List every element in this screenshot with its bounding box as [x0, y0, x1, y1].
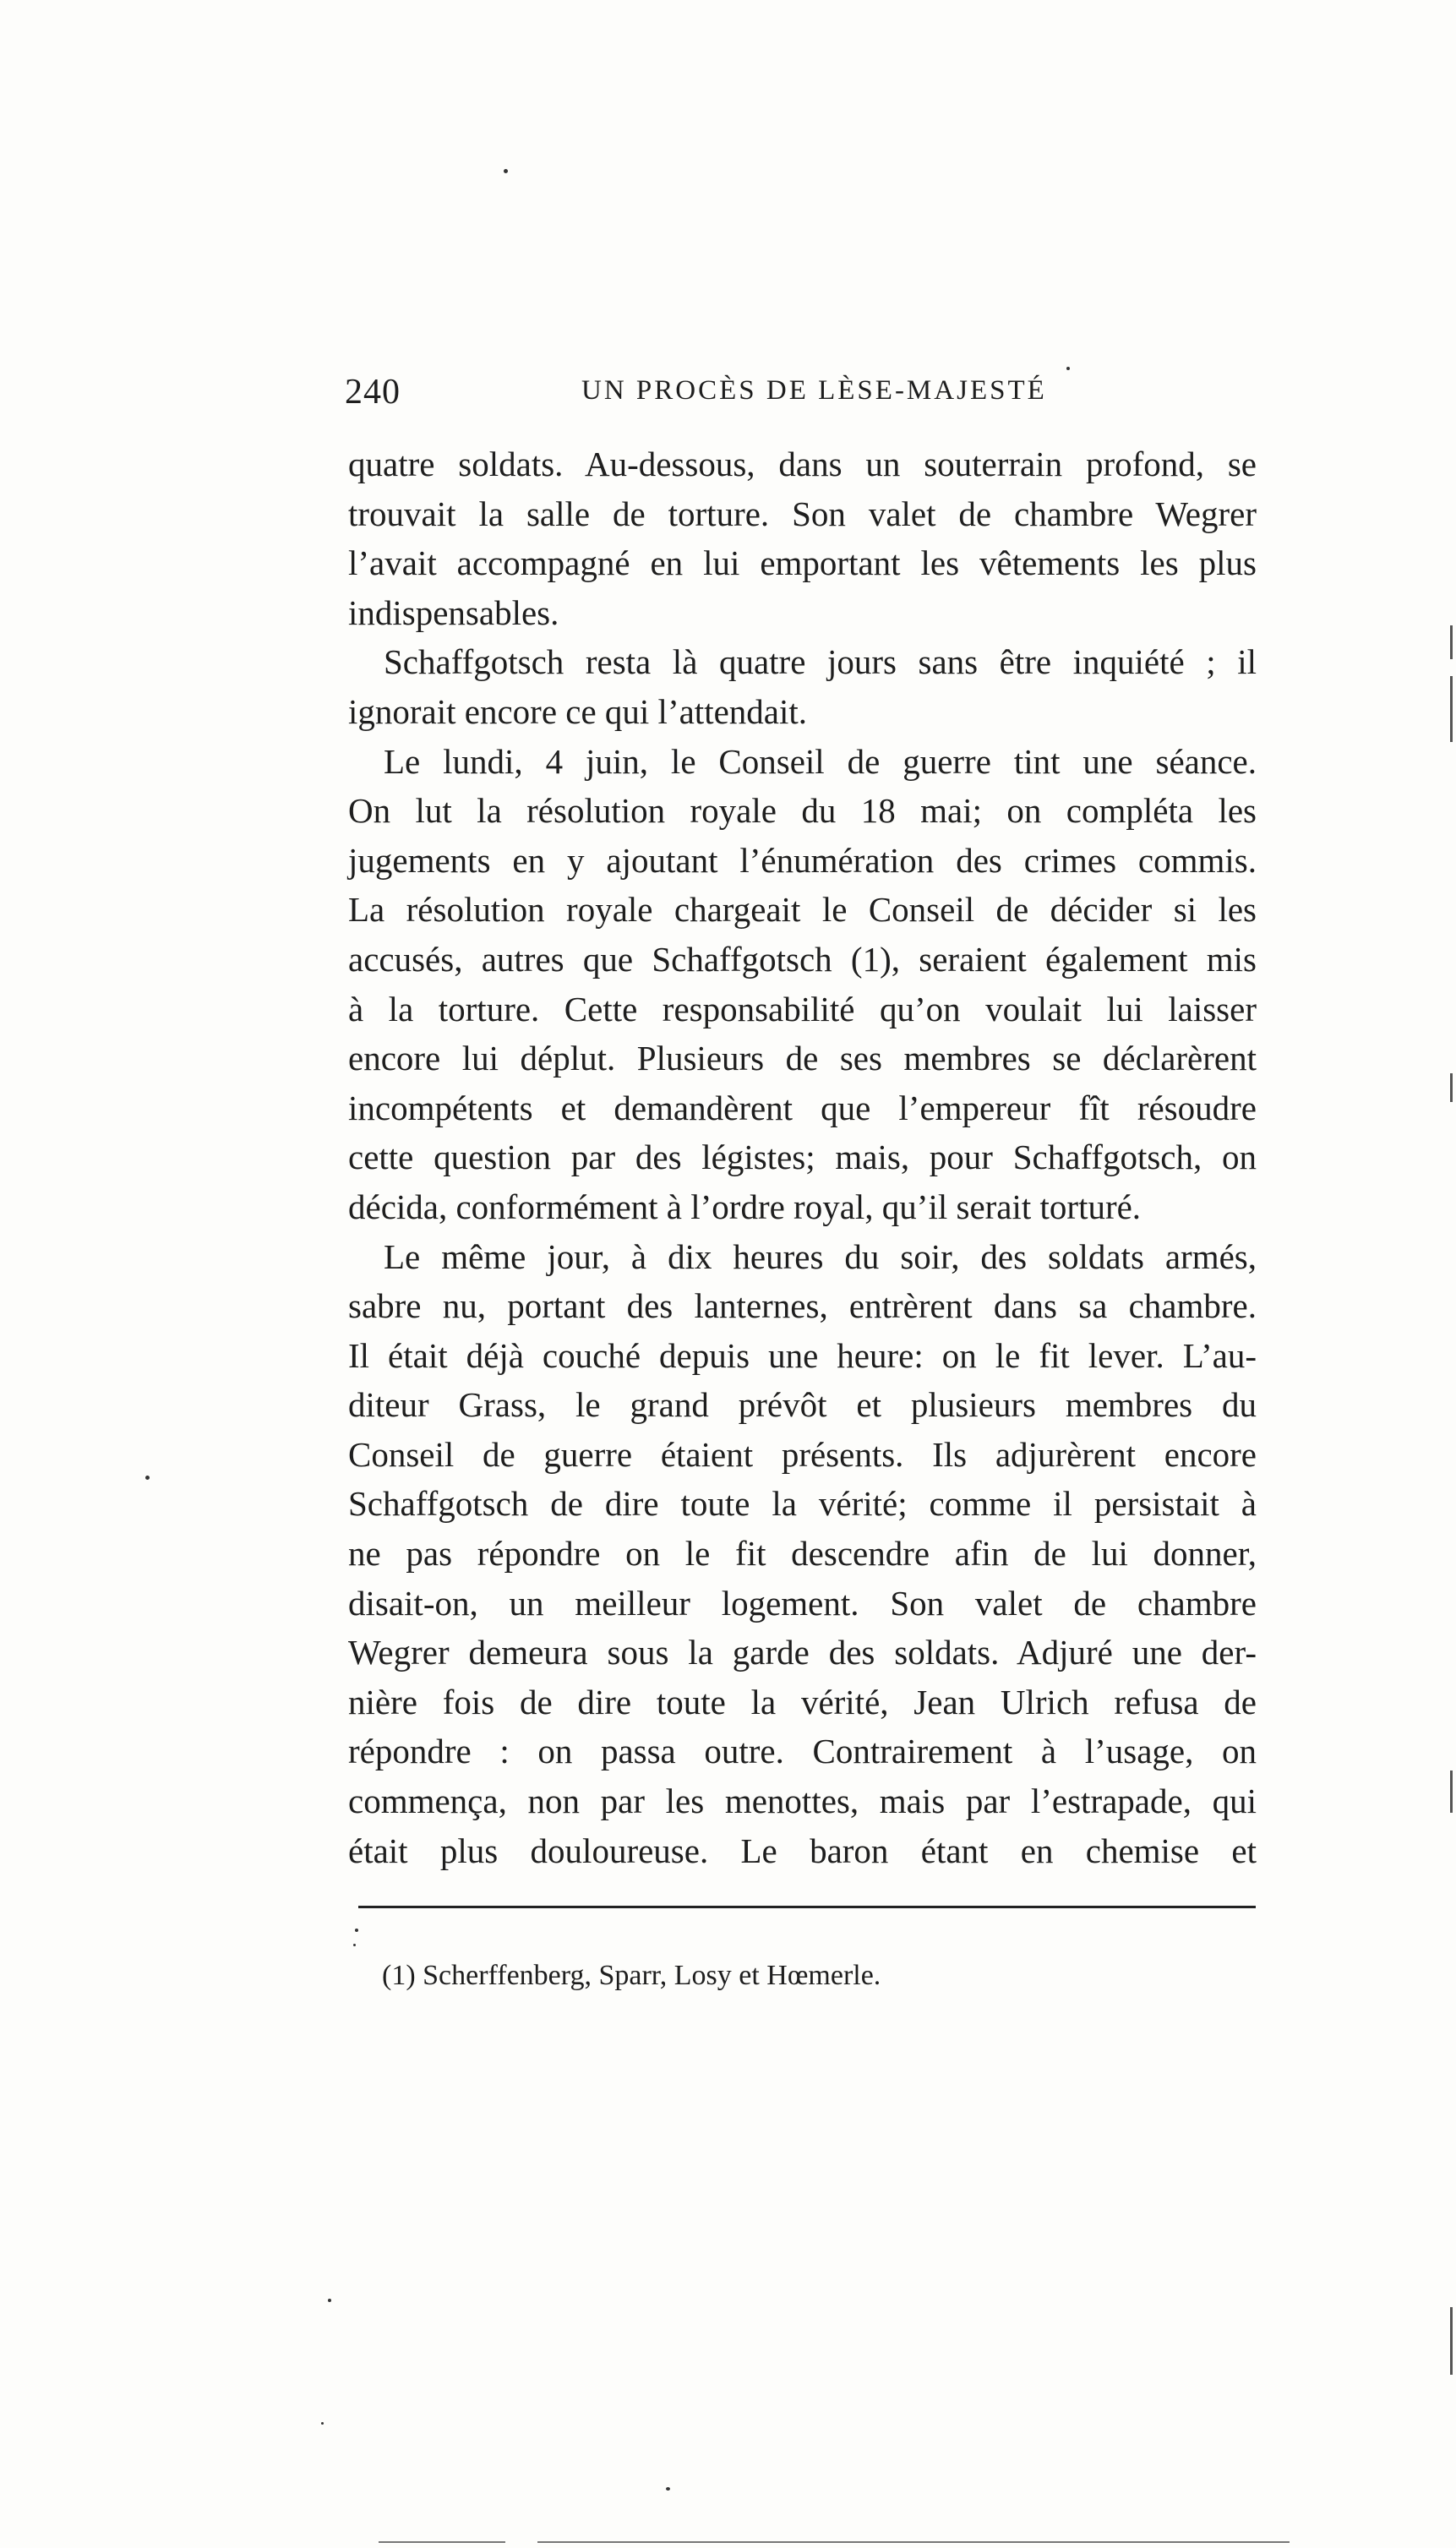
text-line: indispensables. — [348, 592, 559, 632]
text-line: On lut la résolution royale du 18 mai; on compléta les — [348, 791, 1257, 831]
scan-bottom-edge — [379, 2541, 505, 2543]
scan-edge-mark — [1450, 2307, 1453, 2375]
text-line: cette question par des légistes; mais, pour Schaffgotsch, on — [348, 1138, 1257, 1177]
running-title: UN PROCÈS DE LÈSE-MAJESTÉ — [581, 375, 1047, 406]
text-line: accusés, autres que Schaffgotsch (1), seraient également mis — [348, 939, 1257, 979]
text-line: commença, non par les menottes, mais par l’estrapade, qui — [348, 1781, 1257, 1821]
scan-edge-mark — [1450, 625, 1453, 659]
scan-edge-mark — [1450, 1771, 1453, 1813]
scan-bottom-edge — [537, 2541, 1290, 2543]
text-line: décida, conformément à l’ordre royal, qu’il serait torturé. — [348, 1187, 1142, 1226]
text-line: nière fois de dire toute la vérité, Jean Ulrich refusa de — [348, 1682, 1257, 1721]
page-number: 240 — [345, 373, 401, 412]
scan-edge-mark — [1450, 676, 1453, 742]
footnote: (1) Scherffenberg, Sparr, Losy et Hœmerle. — [382, 1960, 881, 1991]
body-text — [348, 439, 1257, 1875]
text-line: trouvait la salle de torture. Son valet de chambre Wegrer — [348, 494, 1257, 533]
scan-speck — [504, 169, 508, 173]
scan-edge-mark — [1450, 1073, 1453, 1102]
footnote-rule — [358, 1906, 1256, 1908]
text-line: incompétents et demandèrent que l’empereur fît résoudre — [348, 1088, 1257, 1127]
running-head — [345, 372, 1257, 423]
text-line: Le même jour, à dix heures du soir, des soldats armés, — [384, 1236, 1257, 1276]
text-line: diteur Grass, le grand prévôt et plusieurs membres du — [348, 1385, 1257, 1425]
text-line: encore lui déplut. Plusieurs de ses membres se déclarèrent — [348, 1039, 1257, 1078]
scan-speck — [145, 1476, 150, 1480]
text-line: jugements en y ajoutant l’énumération des crimes commis. — [348, 840, 1257, 880]
scan-speck — [328, 2299, 331, 2302]
text-line: à la torture. Cette responsabilité qu’on voulait lui laisser — [348, 989, 1257, 1028]
text-line: ignorait encore ce qui l’attendait. — [348, 691, 808, 731]
text-line: quatre soldats. Au-dessous, dans un souterrain profond, se — [348, 445, 1257, 483]
text-line: disait-on, un meilleur logement. Son valet de chambre — [348, 1583, 1257, 1623]
text-line: Schaffgotsch de dire toute la vérité; comme il persistait à — [348, 1484, 1257, 1524]
text-line: était plus douloureuse. Le baron étant en chemise et — [348, 1831, 1257, 1870]
scan-speck — [666, 2487, 670, 2491]
text-line: Wegrer demeura sous la garde des soldats. Adjuré une der- — [348, 1633, 1257, 1672]
scan-speck — [321, 2422, 324, 2425]
text-line: Il était déjà couché depuis une heure: on le fit lever. L’au- — [348, 1335, 1257, 1375]
text-line: répondre : on passa outre. Contrairement à l’usage, on — [348, 1732, 1257, 1771]
text-line: La résolution royale chargeait le Conseil de décider si les — [348, 890, 1257, 930]
scan-speck — [353, 1944, 356, 1946]
text-line: Le lundi, 4 juin, le Conseil de guerre tint une séance. — [384, 741, 1257, 781]
text-line: sabre nu, portant des lanternes, entrèrent dans sa chambre. — [348, 1286, 1257, 1326]
text-line: Conseil de guerre étaient présents. Ils adjurèrent encore — [348, 1434, 1257, 1474]
scan-speck — [355, 1929, 358, 1932]
scan-speck — [1066, 367, 1070, 370]
text-line: Schaffgotsch resta là quatre jours sans être inquiété ; il — [384, 642, 1257, 682]
text-line: l’avait accompagné en lui emportant les vêtements les plus — [348, 543, 1257, 583]
text-line: ne pas répondre on le fit descendre afin de lui donner, — [348, 1534, 1257, 1574]
